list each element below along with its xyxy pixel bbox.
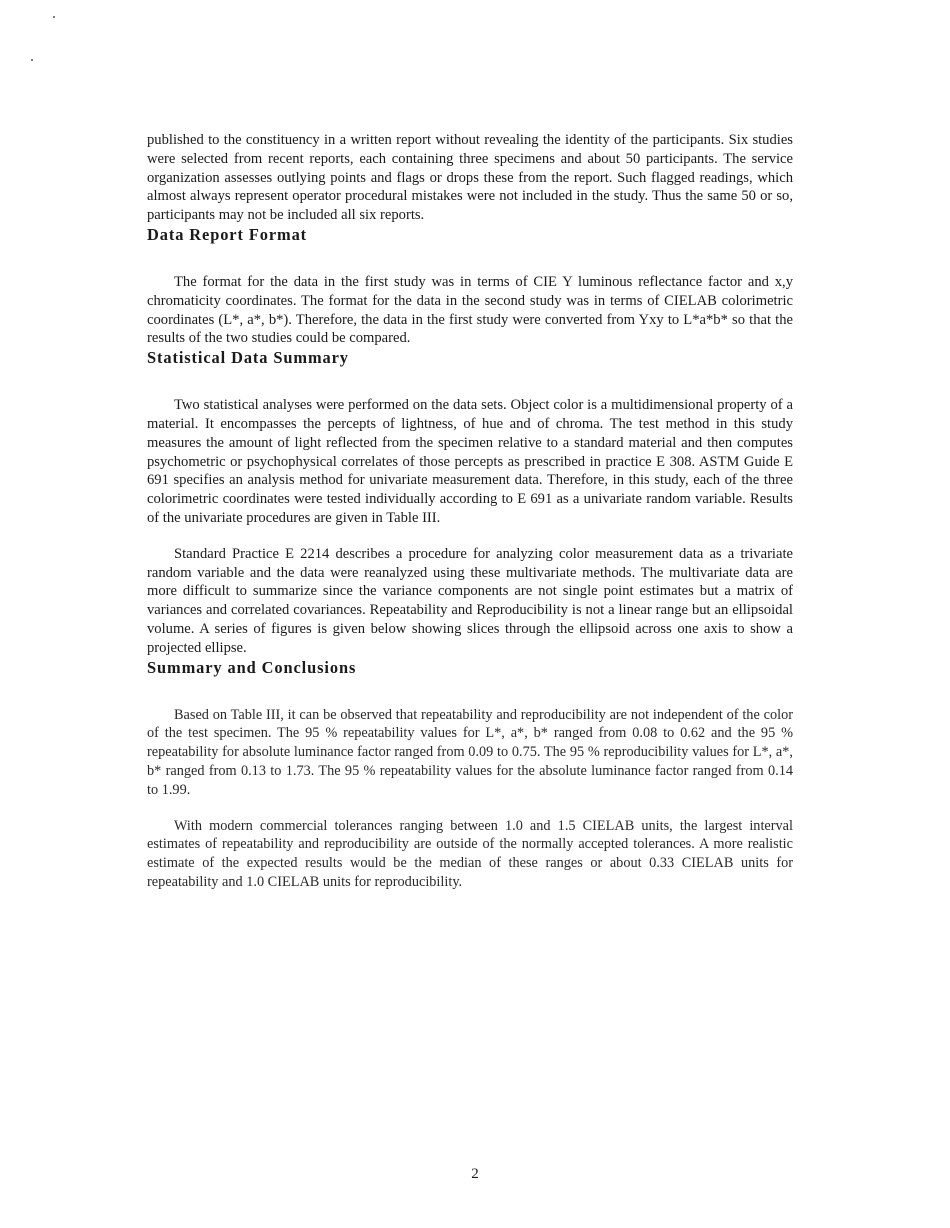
conclusions-paragraph-1: Based on Table III, it can be observed that repeatability and reproducibility are not independent of the color of the test specimen. The 95 % repeatability values for L*, a*, b* ranged from 0.08 to 0.62 and the 95 % repeatability for absolute luminance factor ranged from 0.09 to 0.75. The 95 % reproducibility values for L*, a*, b* ranged from 0.13 to 1.73. The 95 % repeatability values for the absolute luminance factor ranged from 0.14 to 1.99. [147,706,793,798]
page-body [147,131,793,892]
statistical-summary-paragraph-1: Two statistical analyses were performed on the data sets. Object color is a multidimensional property of a material. It encompasses the percepts of lightness, of hue and of chroma. The test method in this study measures the amount of light reflected from the specimen relative to a standard material and then computes psychometric or psychophysical correlates of those percepts as prescribed in practice E 308. ASTM Guide E 691 specifies an analysis method for univariate measurement data. Therefore, in this study, each of the three colorimetric coordinates were tested individually according to E 691 as a univariate random variable. Results of the univariate procedures are given in Table III. [147,397,793,526]
heading-data-report-format: Data Report Format [147,224,308,244]
scan-speck [53,16,55,18]
page-number: 2 [471,1166,479,1182]
intro-paragraph: published to the constituency in a written report without revealing the identity of the participants. Six studies were selected from recent reports, each containing three specimens and about 50 participants. The service organization assesses outlying points and flags or drops these from the report. Such flagged readings, which almost always represent operator procedural mistakes were not included in the study. Thus the same 50 or so, participants may not be included all six reports. [147,132,793,224]
heading-summary-and-conclusions: Summary and Conclusions [147,657,357,677]
data-report-format-paragraph: The format for the data in the first study was in terms of CIE Y luminous reflectance factor and x,y chromaticity coordinates. The format for the data in the second study was in terms of CIELAB colorimetric coordinates (L*, a*, b*). Therefore, the data in the first study were converted from Yxy to L*a*b* so that the results of the two studies could be compared. [147,273,793,347]
statistical-summary-paragraph-2: Standard Practice E 2214 describes a procedure for analyzing color measurement data as a trivariate random variable and the data were reanalyzed using these multivariate methods. The multivariate data are more difficult to summarize since the variance components are not single point estimates but a matrix of variances and correlated covariances. Repeatability and Reproducibility is not a linear range but an ellipsoidal volume. A series of figures is given below showing slices through the ellipsoid across one axis to show a projected ellipse. [147,545,793,656]
heading-statistical-data-summary: Statistical Data Summary [147,348,349,368]
scan-speck [31,59,33,61]
conclusions-paragraph-2: With modern commercial tolerances ranging between 1.0 and 1.5 CIELAB units, the largest interval estimates of repeatability and reproducibility are outside of the normally accepted tolerances. A more realistic estimate of the expected results would be the median of these ranges or about 0.33 CIELAB units for repeatability and 1.0 CIELAB units for reproducibility. [147,817,793,890]
